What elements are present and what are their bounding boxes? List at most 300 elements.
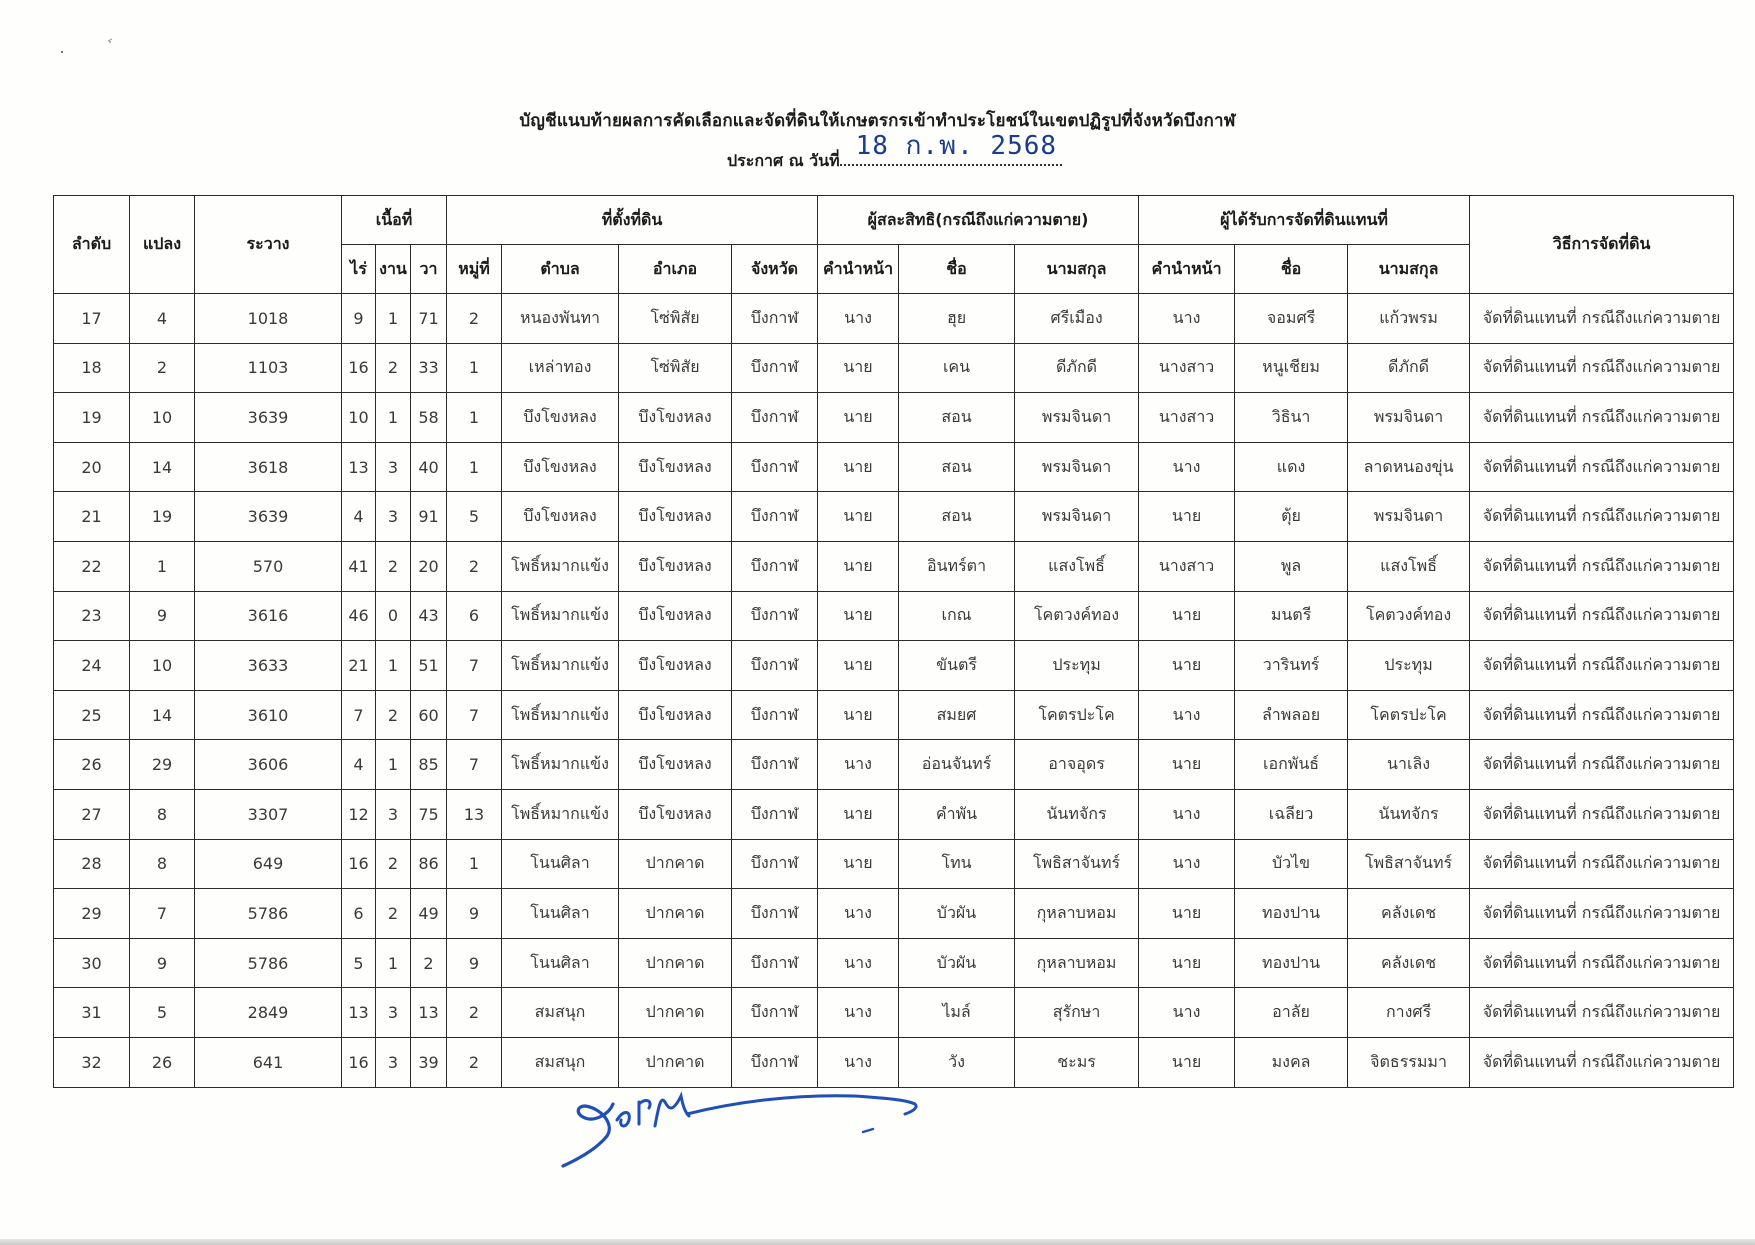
cell-f-prefix: นาง	[818, 889, 899, 939]
cell-plot: 8	[130, 839, 195, 889]
cell-no: 25	[54, 690, 130, 740]
table-row	[54, 938, 1734, 988]
cell-sheet: 3616	[195, 591, 342, 641]
cell-r-name: หนูเชียม	[1235, 343, 1348, 393]
cell-r-surname: โคตวงค์ทอง	[1348, 591, 1470, 641]
cell-f-name: บัวผัน	[899, 938, 1015, 988]
cell-no: 19	[54, 393, 130, 443]
cell-sheet: 5786	[195, 938, 342, 988]
cell-province: บึงกาฬ	[732, 492, 818, 542]
cell-f-surname: สุรักษา	[1015, 988, 1139, 1038]
cell-method: จัดที่ดินแทนที่ กรณีถึงแก่ความตาย	[1470, 343, 1734, 393]
cell-r-surname: แก้วพรม	[1348, 294, 1470, 344]
cell-moo: 1	[447, 839, 502, 889]
cell-method: จัดที่ดินแทนที่ กรณีถึงแก่ความตาย	[1470, 789, 1734, 839]
cell-tambon: เหล่าทอง	[502, 343, 619, 393]
cell-f-name: โทน	[899, 839, 1015, 889]
scan-edge	[0, 1239, 1755, 1245]
cell-r-prefix: นาง	[1139, 294, 1235, 344]
cell-wa: 85	[411, 740, 447, 790]
cell-ngan: 1	[376, 294, 411, 344]
cell-moo: 9	[447, 889, 502, 939]
table-row	[54, 988, 1734, 1038]
cell-no: 31	[54, 988, 130, 1038]
table-row	[54, 889, 1734, 939]
cell-province: บึงกาฬ	[732, 938, 818, 988]
cell-rai: 12	[342, 789, 376, 839]
cell-amphoe: ปากคาด	[619, 839, 732, 889]
cell-ngan: 2	[376, 839, 411, 889]
cell-moo: 7	[447, 740, 502, 790]
cell-amphoe: โซ่พิสัย	[619, 343, 732, 393]
cell-f-name: ขันตรี	[899, 641, 1015, 691]
cell-method: จัดที่ดินแทนที่ กรณีถึงแก่ความตาย	[1470, 641, 1734, 691]
table-row	[54, 839, 1734, 889]
cell-ngan: 2	[376, 541, 411, 591]
cell-plot: 29	[130, 740, 195, 790]
cell-r-surname: นาเลิง	[1348, 740, 1470, 790]
announce-date: 18 ก.พ. 2568	[855, 131, 1058, 161]
cell-r-name: มงคล	[1235, 1037, 1348, 1087]
cell-ngan: 2	[376, 690, 411, 740]
cell-rai: 13	[342, 988, 376, 1038]
header-area-rai: ไร่	[342, 245, 376, 294]
cell-f-surname: ประทุม	[1015, 641, 1139, 691]
cell-moo: 1	[447, 442, 502, 492]
cell-amphoe: บึงโขงหลง	[619, 541, 732, 591]
cell-amphoe: บึงโขงหลง	[619, 442, 732, 492]
cell-tambon: โพธิ์หมากแข้ง	[502, 641, 619, 691]
cell-method: จัดที่ดินแทนที่ กรณีถึงแก่ความตาย	[1470, 393, 1734, 443]
cell-sheet: 641	[195, 1037, 342, 1087]
cell-rai: 9	[342, 294, 376, 344]
cell-rai: 21	[342, 641, 376, 691]
cell-ngan: 0	[376, 591, 411, 641]
cell-r-surname: นันทจักร	[1348, 789, 1470, 839]
cell-wa: 20	[411, 541, 447, 591]
cell-f-name: คำพัน	[899, 789, 1015, 839]
cell-r-name: ทองปาน	[1235, 889, 1348, 939]
cell-sheet: 3307	[195, 789, 342, 839]
cell-no: 27	[54, 789, 130, 839]
cell-plot: 5	[130, 988, 195, 1038]
cell-f-surname: โพธิสาจันทร์	[1015, 839, 1139, 889]
cell-wa: 75	[411, 789, 447, 839]
cell-wa: 71	[411, 294, 447, 344]
cell-tambon: โพธิ์หมากแข้ง	[502, 591, 619, 641]
cell-f-prefix: นาง	[818, 740, 899, 790]
cell-r-surname: กางศรี	[1348, 988, 1470, 1038]
cell-ngan: 3	[376, 442, 411, 492]
cell-plot: 2	[130, 343, 195, 393]
cell-no: 18	[54, 343, 130, 393]
cell-method: จัดที่ดินแทนที่ กรณีถึงแก่ความตาย	[1470, 839, 1734, 889]
cell-r-prefix: นาง	[1139, 988, 1235, 1038]
header-forfeiter: ผู้สละสิทธิ(กรณีถึงแก่ความตาย)	[818, 196, 1139, 245]
cell-tambon: โพธิ์หมากแข้ง	[502, 541, 619, 591]
cell-amphoe: บึงโขงหลง	[619, 789, 732, 839]
cell-province: บึงกาฬ	[732, 393, 818, 443]
header-village: หมู่ที่	[447, 245, 502, 294]
cell-moo: 1	[447, 343, 502, 393]
cell-amphoe: บึงโขงหลง	[619, 690, 732, 740]
cell-f-name: สอน	[899, 393, 1015, 443]
cell-r-name: พูล	[1235, 541, 1348, 591]
cell-method: จัดที่ดินแทนที่ กรณีถึงแก่ความตาย	[1470, 541, 1734, 591]
cell-r-prefix: นาย	[1139, 1037, 1235, 1087]
cell-ngan: 3	[376, 789, 411, 839]
cell-plot: 10	[130, 641, 195, 691]
cell-moo: 2	[447, 1037, 502, 1087]
header-area-wa: วา	[411, 245, 447, 294]
signature-icon	[555, 1090, 925, 1170]
cell-r-prefix: นาง	[1139, 442, 1235, 492]
header-plot: แปลง	[130, 196, 195, 294]
cell-f-prefix: นาย	[818, 690, 899, 740]
cell-plot: 4	[130, 294, 195, 344]
cell-r-prefix: นางสาว	[1139, 393, 1235, 443]
land-allocation-table	[53, 195, 1734, 1088]
cell-plot: 9	[130, 938, 195, 988]
header-subdistrict: ตำบล	[502, 245, 619, 294]
header-forfeiter-name: ชื่อ	[899, 245, 1015, 294]
header-recipient-name: ชื่อ	[1235, 245, 1348, 294]
cell-r-surname: คลังเดช	[1348, 889, 1470, 939]
cell-f-name: สอน	[899, 442, 1015, 492]
cell-f-prefix: นาย	[818, 591, 899, 641]
cell-sheet: 3639	[195, 393, 342, 443]
cell-r-name: จอมศรี	[1235, 294, 1348, 344]
cell-r-name: เอกพันธ์	[1235, 740, 1348, 790]
table-row	[54, 442, 1734, 492]
cell-method: จัดที่ดินแทนที่ กรณีถึงแก่ความตาย	[1470, 889, 1734, 939]
cell-f-name: เกณ	[899, 591, 1015, 641]
cell-f-prefix: นาย	[818, 442, 899, 492]
cell-sheet: 570	[195, 541, 342, 591]
cell-f-name: สมยศ	[899, 690, 1015, 740]
table-row	[54, 690, 1734, 740]
cell-f-prefix: นาง	[818, 1037, 899, 1087]
header-method: วิธีการจัดที่ดิน	[1470, 196, 1734, 294]
cell-province: บึงกาฬ	[732, 690, 818, 740]
cell-ngan: 1	[376, 740, 411, 790]
cell-amphoe: ปากคาด	[619, 938, 732, 988]
cell-amphoe: โซ่พิสัย	[619, 294, 732, 344]
cell-wa: 91	[411, 492, 447, 542]
cell-f-prefix: นาย	[818, 789, 899, 839]
cell-no: 29	[54, 889, 130, 939]
header-forfeiter-prefix: คำนำหน้า	[818, 245, 899, 294]
cell-province: บึงกาฬ	[732, 641, 818, 691]
cell-r-prefix: นาย	[1139, 492, 1235, 542]
cell-r-surname: โคตรปะโค	[1348, 690, 1470, 740]
cell-f-prefix: นาย	[818, 343, 899, 393]
cell-wa: 39	[411, 1037, 447, 1087]
cell-rai: 7	[342, 690, 376, 740]
cell-tambon: สมสนุก	[502, 988, 619, 1038]
cell-f-name: อ่อนจันทร์	[899, 740, 1015, 790]
cell-r-name: ตุ้ย	[1235, 492, 1348, 542]
cell-plot: 1	[130, 541, 195, 591]
cell-tambon: บึงโขงหลง	[502, 442, 619, 492]
cell-f-prefix: นาง	[818, 294, 899, 344]
cell-rai: 6	[342, 889, 376, 939]
cell-f-name: ไมล์	[899, 988, 1015, 1038]
cell-amphoe: ปากคาด	[619, 889, 732, 939]
cell-f-prefix: นาย	[818, 541, 899, 591]
header-province: จังหวัด	[732, 245, 818, 294]
cell-plot: 19	[130, 492, 195, 542]
cell-r-surname: โพธิสาจันทร์	[1348, 839, 1470, 889]
cell-tambon: บึงโขงหลง	[502, 492, 619, 542]
header-recipient-surname: นามสกุล	[1348, 245, 1470, 294]
cell-moo: 1	[447, 393, 502, 443]
cell-ngan: 3	[376, 1037, 411, 1087]
cell-f-surname: กุหลาบหอม	[1015, 938, 1139, 988]
cell-rai: 16	[342, 1037, 376, 1087]
cell-plot: 9	[130, 591, 195, 641]
table-body	[54, 294, 1734, 1088]
cell-f-surname: ศรีเมือง	[1015, 294, 1139, 344]
cell-f-surname: พรมจินดา	[1015, 492, 1139, 542]
cell-moo: 2	[447, 294, 502, 344]
cell-amphoe: บึงโขงหลง	[619, 393, 732, 443]
cell-tambon: โนนศิลา	[502, 938, 619, 988]
cell-r-surname: พรมจินดา	[1348, 393, 1470, 443]
table-row	[54, 641, 1734, 691]
cell-province: บึงกาฬ	[732, 442, 818, 492]
cell-plot: 14	[130, 690, 195, 740]
cell-f-prefix: นาย	[818, 839, 899, 889]
cell-rai: 5	[342, 938, 376, 988]
cell-wa: 49	[411, 889, 447, 939]
cell-rai: 4	[342, 740, 376, 790]
cell-tambon: โพธิ์หมากแข้ง	[502, 690, 619, 740]
cell-wa: 51	[411, 641, 447, 691]
cell-moo: 5	[447, 492, 502, 542]
cell-amphoe: บึงโขงหลง	[619, 641, 732, 691]
cell-f-surname: อาจอุดร	[1015, 740, 1139, 790]
cell-f-name: เคน	[899, 343, 1015, 393]
cell-method: จัดที่ดินแทนที่ กรณีถึงแก่ความตาย	[1470, 938, 1734, 988]
cell-tambon: โพธิ์หมากแข้ง	[502, 789, 619, 839]
cell-wa: 33	[411, 343, 447, 393]
cell-sheet: 1103	[195, 343, 342, 393]
cell-r-surname: พรมจินดา	[1348, 492, 1470, 542]
cell-f-surname: กุหลาบหอม	[1015, 889, 1139, 939]
cell-ngan: 2	[376, 343, 411, 393]
cell-r-prefix: นาย	[1139, 591, 1235, 641]
cell-f-surname: ชะมร	[1015, 1037, 1139, 1087]
cell-r-name: ทองปาน	[1235, 938, 1348, 988]
cell-r-name: ลำพลอย	[1235, 690, 1348, 740]
cell-r-prefix: นาย	[1139, 889, 1235, 939]
cell-province: บึงกาฬ	[732, 343, 818, 393]
cell-method: จัดที่ดินแทนที่ กรณีถึงแก่ความตาย	[1470, 740, 1734, 790]
cell-f-prefix: นาย	[818, 492, 899, 542]
cell-rai: 16	[342, 839, 376, 889]
cell-r-name: วิธินา	[1235, 393, 1348, 443]
cell-moo: 7	[447, 641, 502, 691]
cell-sheet: 5786	[195, 889, 342, 939]
cell-r-surname: จิตธรรมมา	[1348, 1037, 1470, 1087]
cell-province: บึงกาฬ	[732, 839, 818, 889]
cell-plot: 14	[130, 442, 195, 492]
cell-plot: 26	[130, 1037, 195, 1087]
cell-tambon: โนนศิลา	[502, 889, 619, 939]
cell-no: 22	[54, 541, 130, 591]
cell-no: 20	[54, 442, 130, 492]
cell-f-surname: โคตวงค์ทอง	[1015, 591, 1139, 641]
cell-method: จัดที่ดินแทนที่ กรณีถึงแก่ความตาย	[1470, 492, 1734, 542]
cell-wa: 58	[411, 393, 447, 443]
header-recipient-prefix: คำนำหน้า	[1139, 245, 1235, 294]
cell-rai: 10	[342, 393, 376, 443]
cell-province: บึงกาฬ	[732, 294, 818, 344]
header-order: ลำดับ	[54, 196, 130, 294]
cell-tambon: โพธิ์หมากแข้ง	[502, 740, 619, 790]
cell-method: จัดที่ดินแทนที่ กรณีถึงแก่ความตาย	[1470, 591, 1734, 641]
cell-f-surname: โคตรปะโค	[1015, 690, 1139, 740]
cell-wa: 40	[411, 442, 447, 492]
cell-wa: 86	[411, 839, 447, 889]
cell-amphoe: ปากคาด	[619, 988, 732, 1038]
cell-method: จัดที่ดินแทนที่ กรณีถึงแก่ความตาย	[1470, 988, 1734, 1038]
cell-ngan: 1	[376, 393, 411, 443]
cell-r-prefix: นาย	[1139, 641, 1235, 691]
cell-amphoe: บึงโขงหลง	[619, 740, 732, 790]
cell-moo: 9	[447, 938, 502, 988]
cell-province: บึงกาฬ	[732, 1037, 818, 1087]
header-sheet: ระวาง	[195, 196, 342, 294]
cell-r-surname: ประทุม	[1348, 641, 1470, 691]
header-forfeiter-surname: นามสกุล	[1015, 245, 1139, 294]
cell-no: 17	[54, 294, 130, 344]
date-dotted-line	[840, 131, 1062, 166]
cell-sheet: 3618	[195, 442, 342, 492]
table-row	[54, 541, 1734, 591]
cell-r-surname: ดีภักดี	[1348, 343, 1470, 393]
cell-f-name: ฮุย	[899, 294, 1015, 344]
scan-mark-icon	[48, 12, 128, 62]
cell-r-name: มนตรี	[1235, 591, 1348, 641]
cell-f-surname: ดีภักดี	[1015, 343, 1139, 393]
cell-method: จัดที่ดินแทนที่ กรณีถึงแก่ความตาย	[1470, 294, 1734, 344]
cell-plot: 10	[130, 393, 195, 443]
header-area: เนื้อที่	[342, 196, 447, 245]
table-row	[54, 393, 1734, 443]
cell-ngan: 2	[376, 889, 411, 939]
cell-wa: 43	[411, 591, 447, 641]
cell-wa: 2	[411, 938, 447, 988]
cell-f-name: สอน	[899, 492, 1015, 542]
cell-moo: 2	[447, 541, 502, 591]
cell-province: บึงกาฬ	[732, 789, 818, 839]
cell-r-surname: แสงโพธิ์	[1348, 541, 1470, 591]
cell-no: 30	[54, 938, 130, 988]
table-row	[54, 1037, 1734, 1087]
cell-ngan: 1	[376, 641, 411, 691]
cell-rai: 4	[342, 492, 376, 542]
cell-no: 23	[54, 591, 130, 641]
cell-wa: 13	[411, 988, 447, 1038]
cell-r-prefix: นางสาว	[1139, 541, 1235, 591]
cell-sheet: 3639	[195, 492, 342, 542]
cell-rai: 16	[342, 343, 376, 393]
announce-line	[727, 131, 1062, 174]
cell-f-surname: นันทจักร	[1015, 789, 1139, 839]
header-recipient: ผู้ได้รับการจัดที่ดินแทนที่	[1139, 196, 1470, 245]
cell-moo: 7	[447, 690, 502, 740]
cell-plot: 8	[130, 789, 195, 839]
cell-method: จัดที่ดินแทนที่ กรณีถึงแก่ความตาย	[1470, 690, 1734, 740]
cell-f-surname: แสงโพธิ์	[1015, 541, 1139, 591]
cell-r-name: วารินทร์	[1235, 641, 1348, 691]
cell-r-prefix: นาง	[1139, 839, 1235, 889]
cell-moo: 6	[447, 591, 502, 641]
cell-f-name: บัวผัน	[899, 889, 1015, 939]
cell-tambon: หนองพันทา	[502, 294, 619, 344]
cell-f-surname: พรมจินดา	[1015, 393, 1139, 443]
cell-sheet: 3633	[195, 641, 342, 691]
table-row	[54, 740, 1734, 790]
announce-label: ประกาศ ณ วันที่	[727, 151, 840, 170]
cell-ngan: 1	[376, 938, 411, 988]
cell-sheet: 1018	[195, 294, 342, 344]
cell-rai: 13	[342, 442, 376, 492]
cell-province: บึงกาฬ	[732, 541, 818, 591]
cell-no: 28	[54, 839, 130, 889]
table-row	[54, 789, 1734, 839]
cell-tambon: โนนศิลา	[502, 839, 619, 889]
cell-amphoe: บึงโขงหลง	[619, 492, 732, 542]
cell-r-name: อาลัย	[1235, 988, 1348, 1038]
document-title: บัญชีแนบท้ายผลการคัดเลือกและจัดที่ดินให้เกษตรกรเข้าทำประโยชน์ในเขตปฏิรูปที่จังหวัดบึงกาฬ	[519, 111, 1236, 131]
header-district: อำเภอ	[619, 245, 732, 294]
cell-r-prefix: นาง	[1139, 690, 1235, 740]
cell-r-prefix: นางสาว	[1139, 343, 1235, 393]
cell-moo: 13	[447, 789, 502, 839]
cell-sheet: 649	[195, 839, 342, 889]
cell-amphoe: ปากคาด	[619, 1037, 732, 1087]
cell-method: จัดที่ดินแทนที่ กรณีถึงแก่ความตาย	[1470, 1037, 1734, 1087]
table-row	[54, 591, 1734, 641]
cell-sheet: 3606	[195, 740, 342, 790]
cell-no: 24	[54, 641, 130, 691]
cell-f-name: วัง	[899, 1037, 1015, 1087]
cell-r-prefix: นาย	[1139, 938, 1235, 988]
cell-province: บึงกาฬ	[732, 988, 818, 1038]
cell-ngan: 3	[376, 988, 411, 1038]
cell-province: บึงกาฬ	[732, 889, 818, 939]
cell-f-name: อินทร์ตา	[899, 541, 1015, 591]
cell-wa: 60	[411, 690, 447, 740]
cell-r-name: บัวไข	[1235, 839, 1348, 889]
cell-sheet: 2849	[195, 988, 342, 1038]
cell-moo: 2	[447, 988, 502, 1038]
cell-no: 21	[54, 492, 130, 542]
cell-no: 26	[54, 740, 130, 790]
cell-ngan: 3	[376, 492, 411, 542]
cell-province: บึงกาฬ	[732, 740, 818, 790]
cell-r-prefix: นาย	[1139, 740, 1235, 790]
cell-r-name: เฉลียว	[1235, 789, 1348, 839]
cell-f-prefix: นาง	[818, 988, 899, 1038]
cell-method: จัดที่ดินแทนที่ กรณีถึงแก่ความตาย	[1470, 442, 1734, 492]
cell-f-surname: พรมจินดา	[1015, 442, 1139, 492]
table-row	[54, 294, 1734, 344]
cell-r-name: แดง	[1235, 442, 1348, 492]
